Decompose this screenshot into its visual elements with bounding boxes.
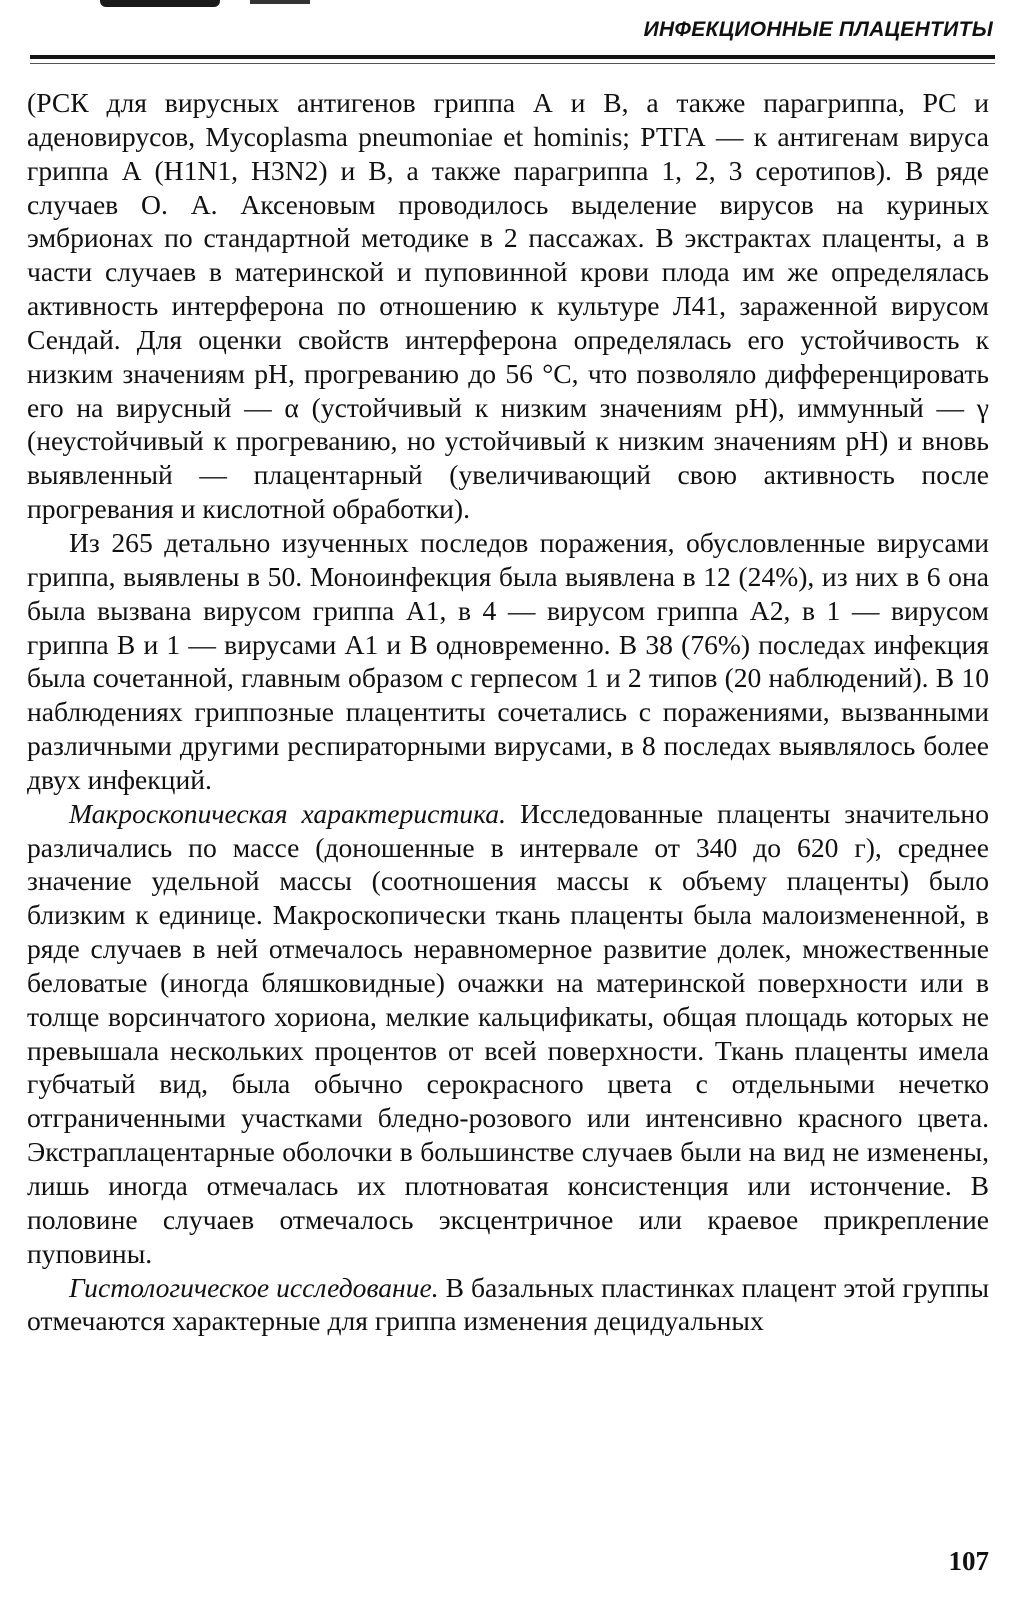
paragraph xyxy=(27,86,989,526)
header-rule-thin xyxy=(30,63,995,64)
paragraph-text: Исследованные плаценты значительно различались по массе (доношенные в интервале от 340 до 620 г), среднее значение удельной массы (соотношения массы к объему плаценты) было близким к единице. Макроскопически ткань плаценты была малоизмененной, в ряде случаев в ней отмечалось неравномерное развитие долек, множественные беловатые (иногда бляшковидные) очажки на материнской поверхности или в толще ворсинчатого хориона, мелкие кальцификаты, общая площадь которых не превышала нескольких процентов от всей поверхности. Ткань плаценты имела губчатый вид, была обычно серокрасного цвета с отдельными нечетко отграниченными участками бледно-розового или интенсивно красного цвета. Экстраплацентарные оболочки в большинстве случаев были на вид не изменены, лишь иногда отмечалась их плотноватая консистенция или истончение. В половине случаев отмечалось эксцентричное или краевое прикрепление пуповины. xyxy=(27,797,989,1269)
page-number: 107 xyxy=(948,1546,989,1576)
scan-mark xyxy=(250,0,310,4)
paragraph-text: Из 265 детально изученных последов поражения, обусловленные вирусами гриппа, выявлены в 50. Моноинфекция была выявлена в 12 (24%), из них в 6 она была вызвана вирусом гриппа А1, в 4 — вирусом гриппа А2, в 1 — вирусом гриппа В и 1 — вирусами А1 и В одновременно. В 38 (76%) последах инфекция была сочетанной, главным образом с герпесом 1 и 2 типов (20 наблюдений). В 10 наблюдениях гриппозные плацентиты сочетались с поражениями, вызванными различными другими респираторными вирусами, в 8 последах выявлялось более двух инфекций. xyxy=(27,526,989,795)
paragraph xyxy=(27,1271,989,1339)
scan-mark xyxy=(100,0,220,7)
body-text xyxy=(27,86,989,1338)
paragraph xyxy=(27,797,989,1271)
header-rule xyxy=(30,55,995,59)
section-lead-italic: Гистологическое исследование. xyxy=(69,1271,439,1303)
paragraph-text: В базальных пластинках плацент этой группы отмечаются характерные для гриппа изменения децидуальных xyxy=(27,1271,989,1337)
paragraph xyxy=(27,526,989,797)
running-header-title: ИНФЕКЦИОННЫЕ ПЛАЦЕНТИТЫ xyxy=(643,18,993,41)
paragraph-text: (РСК для вирусных антигенов гриппа А и В, а также парагриппа, PC и аденовирусов, Mycoplasma pneumoniae et hominis; РТГА — к антигенам вируса гриппа А (H1N1, H3N2) и В, а также парагриппа 1, 2, 3 серотипов). В ряде случаев О. А. Аксеновым проводилось выделение вирусов на куриных эмбрионах по стандартной методике в 2 пассажах. В экстрактах плаценты, а в части случаев в материнской и пуповинной крови плода им же определялась активность интерферона по отношению к культуре Л41, зараженной вирусом Сендай. Для оценки свойств интерферона определялась его устойчивость к низким значениям pH, прогреванию до 56 °С, что позволяло дифференцировать его на вирусный — α (устойчивый к низким значениям pH), иммунный — γ (неустойчивый к прогреванию, но устойчивый к низким значениям pH) и вновь выявленный — плацентарный (увеличивающий свою активность после прогревания и кислотной обработки). xyxy=(27,87,989,525)
section-lead-italic: Макроскопическая характеристика. xyxy=(69,797,506,829)
scan-corner-marks xyxy=(100,0,340,10)
